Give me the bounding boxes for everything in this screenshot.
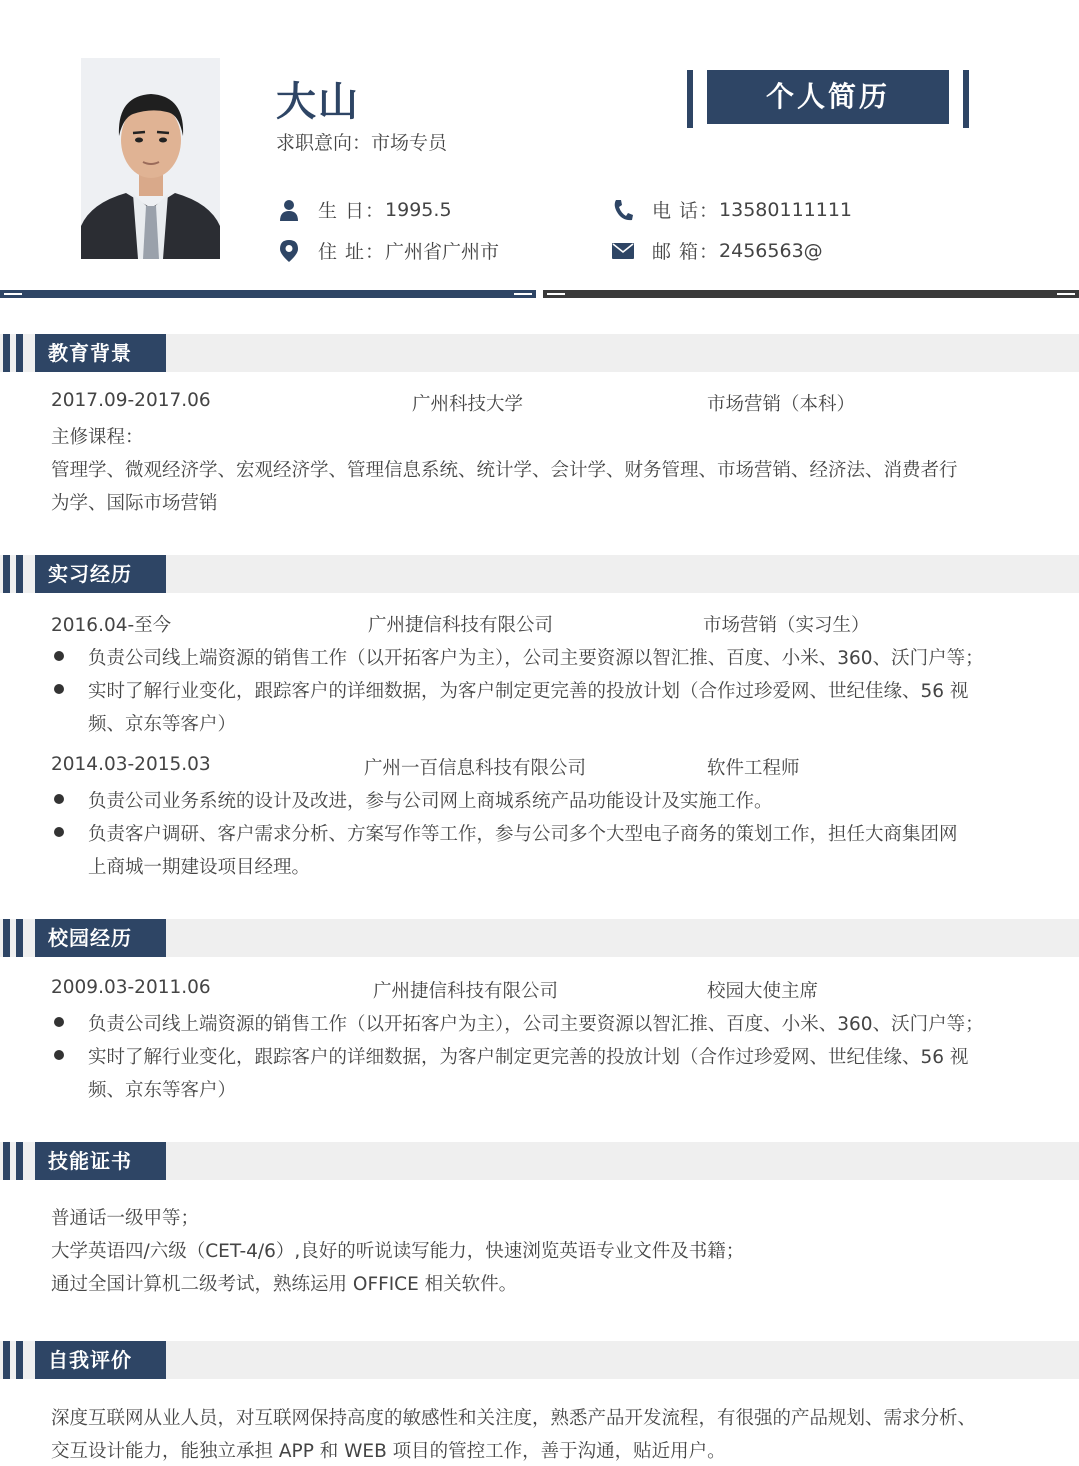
section-bar <box>3 919 10 957</box>
bullet-dot <box>54 794 64 804</box>
section-bar <box>16 1341 23 1379</box>
self-evaluation-text: 交互设计能力，能独立承担 APP 和 WEB 项目的管控工作，善于沟通，贴近用户。 <box>51 1441 726 1462</box>
courses-text: 管理学、微观经济学、宏观经济学、管理信息系统、统计学、会计学、财务管理、市场营销、经济法、消费者行 <box>51 460 958 481</box>
section-title: 校园经历 <box>35 919 166 957</box>
job-duty: 负责公司业务系统的设计及改进，参与公司网上商城系统产品功能设计及实施工作。 <box>88 791 773 812</box>
education-school: 广州科技大学 <box>412 394 524 415</box>
job-period: 2016.04-至今 <box>51 615 172 636</box>
job-period: 2014.03-2015.03 <box>51 754 211 775</box>
campus-duty: 负责公司线上端资源的销售工作（以开拓客户为主），公司主要资源以智汇推、百度、小米、360、沃门户等； <box>88 1014 984 1035</box>
email-label: 邮 箱： <box>652 241 720 263</box>
email-value: 2456563@ <box>719 239 823 262</box>
section-title: 教育背景 <box>35 334 166 372</box>
campus-duty: 频、京东等客户） <box>88 1080 237 1101</box>
education-period: 2017.09-2017.06 <box>51 390 211 411</box>
job-company: 广州一百信息科技有限公司 <box>364 758 587 779</box>
education-major: 市场营销（本科） <box>707 394 856 415</box>
job-role: 市场营销（实习生） <box>703 615 870 636</box>
section-bar <box>16 555 23 593</box>
job-duty: 频、京东等客户） <box>88 714 237 735</box>
address-value: 广州省广州市 <box>385 241 500 263</box>
section-bar <box>3 334 10 372</box>
section-bar <box>16 919 23 957</box>
person-photo-illustration <box>81 58 220 259</box>
birth-value: 1995.5 <box>385 198 452 221</box>
section-bar <box>3 555 10 593</box>
job-duty: 负责公司线上端资源的销售工作（以开拓客户为主），公司主要资源以智汇推、百度、小米、360、沃门户等； <box>88 648 984 669</box>
job-duty: 实时了解行业变化，跟踪客户的详细数据，为客户制定更完善的投放计划（合作过珍爱网、世纪佳缘、56 视 <box>88 681 969 702</box>
section-header-education <box>0 334 1079 372</box>
campus-duty: 实时了解行业变化，跟踪客户的详细数据，为客户制定更完善的投放计划（合作过珍爱网、世纪佳缘、56 视 <box>88 1047 969 1068</box>
person-icon <box>278 199 300 221</box>
candidate-name: 大山 <box>276 79 360 125</box>
courses-label: 主修课程： <box>51 427 144 448</box>
section-title: 技能证书 <box>35 1142 166 1180</box>
campus-period: 2009.03-2011.06 <box>51 977 211 998</box>
address-label: 住 址： <box>318 241 386 263</box>
section-bar <box>16 334 23 372</box>
address-row <box>278 237 499 264</box>
section-header-internship <box>0 555 1079 593</box>
bullet-dot <box>54 1050 64 1060</box>
skill-item: 普通话一级甲等； <box>51 1208 200 1229</box>
profile-photo <box>81 58 220 259</box>
birth-row <box>278 196 452 223</box>
birth-label: 生 日： <box>318 200 386 222</box>
resume-title: 个人简历 <box>707 70 949 124</box>
job-company: 广州捷信科技有限公司 <box>368 615 554 636</box>
section-bar <box>3 1142 10 1180</box>
banner-bar-left <box>687 70 693 128</box>
campus-role: 校园大使主席 <box>707 981 819 1002</box>
phone-row <box>612 196 852 223</box>
skill-item: 通过全国计算机二级考试，熟练运用 OFFICE 相关软件。 <box>51 1274 518 1295</box>
section-bar <box>3 1341 10 1379</box>
bullet-dot <box>54 827 64 837</box>
skill-item: 大学英语四/六级（CET-4/6）,良好的听说读写能力，快速浏览英语专业文件及书籍； <box>51 1241 745 1262</box>
envelope-icon <box>612 240 634 262</box>
bullet-dot <box>54 684 64 694</box>
courses-text: 为学、国际市场营销 <box>51 493 218 514</box>
section-title: 自我评价 <box>35 1341 166 1379</box>
job-duty: 上商城一期建设项目经理。 <box>88 857 311 878</box>
banner-bar-right <box>963 70 969 128</box>
section-header-skills <box>0 1142 1079 1180</box>
bullet-dot <box>54 1017 64 1027</box>
section-header-campus <box>0 919 1079 957</box>
bullet-dot <box>54 651 64 661</box>
section-header-self-evaluation <box>0 1341 1079 1379</box>
job-role: 软件工程师 <box>707 758 800 779</box>
job-intent: 求职意向：市场专员 <box>276 132 448 154</box>
header-divider-right <box>543 290 1079 298</box>
phone-value: 13580111111 <box>719 198 853 221</box>
job-duty: 负责客户调研、客户需求分析、方案写作等工作，参与公司多个大型电子商务的策划工作，担任大商集团网 <box>88 824 958 845</box>
email-row <box>612 237 823 264</box>
section-bar <box>16 1142 23 1180</box>
header-divider-left <box>0 290 536 298</box>
self-evaluation-text: 深度互联网从业人员，对互联网保持高度的敏感性和关注度，熟悉产品开发流程，有很强的产品规划、需求分析、 <box>51 1408 977 1429</box>
location-pin-icon <box>278 240 300 262</box>
resume-title-banner <box>687 70 969 128</box>
phone-icon <box>612 199 634 221</box>
phone-label: 电 话： <box>652 200 720 222</box>
campus-company: 广州捷信科技有限公司 <box>373 981 559 1002</box>
section-title: 实习经历 <box>35 555 166 593</box>
